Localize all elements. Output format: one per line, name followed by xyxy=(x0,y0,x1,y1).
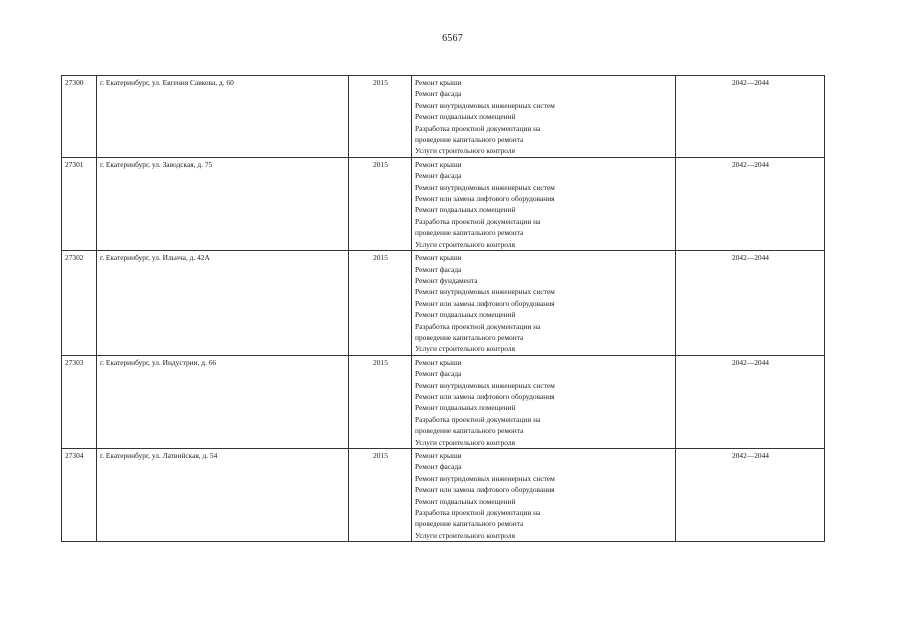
table-row xyxy=(62,355,825,448)
work-item: проведение капитального ремонта xyxy=(415,332,524,342)
work-item: Разработка проектной документации на xyxy=(415,414,541,424)
work-item: проведение капитального ремонта xyxy=(415,135,524,145)
work-item: Ремонт фасада xyxy=(415,171,462,181)
work-item: Ремонт подвальных помещений xyxy=(415,205,516,215)
work-item: Услуги строительного контроля xyxy=(415,344,515,354)
work-item: Ремонт внутридомовых инженерных систем xyxy=(415,182,555,192)
work-item: Ремонт подвальных помещений xyxy=(415,403,516,413)
address-cell: г. Екатеринбург, ул. Евгения Савкова, д. 60 xyxy=(97,76,349,158)
work-item: Ремонт или замена лифтового оборудования xyxy=(415,194,555,204)
work-item: Ремонт фасада xyxy=(415,462,462,472)
repair-schedule-table xyxy=(61,75,825,542)
year-cell: 2015 xyxy=(349,449,412,542)
work-item: Ремонт фасада xyxy=(415,264,462,274)
period-cell: 2042—2044 xyxy=(676,449,825,542)
year-cell: 2015 xyxy=(349,157,412,250)
work-item: Услуги строительного контроля xyxy=(415,239,515,249)
period-cell: 2042—2044 xyxy=(676,76,825,158)
work-item: Ремонт крыши xyxy=(415,253,462,263)
works-cell xyxy=(412,449,676,542)
row-number-cell: 27301 xyxy=(62,157,97,250)
address-cell: г. Екатеринбург, ул. Заводская, д. 75 xyxy=(97,157,349,250)
table-row xyxy=(62,157,825,250)
works-cell xyxy=(412,355,676,448)
address-cell: г. Екатеринбург, ул. Ильича, д. 42А xyxy=(97,251,349,356)
work-item: Ремонт крыши xyxy=(415,451,462,460)
work-item: Ремонт фасада xyxy=(415,89,462,99)
work-item: Ремонт крыши xyxy=(415,78,462,87)
work-item: проведение капитального ремонта xyxy=(415,228,524,238)
work-item: Ремонт подвальных помещений xyxy=(415,496,516,506)
table-row xyxy=(62,449,825,542)
row-number-cell: 27302 xyxy=(62,251,97,356)
work-item: Ремонт внутридомовых инженерных систем xyxy=(415,100,555,110)
work-item: Ремонт подвальных помещений xyxy=(415,112,516,122)
work-item: Ремонт фасада xyxy=(415,369,462,379)
work-item: Услуги строительного контроля xyxy=(415,146,515,156)
work-item: Услуги строительного контроля xyxy=(415,437,515,447)
work-item: Ремонт крыши xyxy=(415,159,462,169)
address-cell: г. Екатеринбург, ул. Латвийская, д. 54 xyxy=(97,449,349,542)
work-item: Услуги строительного контроля xyxy=(415,530,515,540)
work-item: Ремонт внутридомовых инженерных систем xyxy=(415,287,555,297)
work-item: Ремонт или замена лифтового оборудования xyxy=(415,391,555,401)
period-cell: 2042—2044 xyxy=(676,355,825,448)
work-item: проведение капитального ремонта xyxy=(415,519,524,529)
row-number-cell: 27303 xyxy=(62,355,97,448)
work-item: Ремонт фундамента xyxy=(415,275,478,285)
page-number: 6567 xyxy=(442,33,463,44)
period-cell: 2042—2044 xyxy=(676,157,825,250)
works-cell xyxy=(412,76,676,158)
work-item: Ремонт внутридомовых инженерных систем xyxy=(415,473,555,483)
work-item: Ремонт или замена лифтового оборудования xyxy=(415,298,555,308)
row-number-cell: 27304 xyxy=(62,449,97,542)
work-item: Ремонт внутридомовых инженерных систем xyxy=(415,380,555,390)
period-cell: 2042—2044 xyxy=(676,251,825,356)
address-cell: г. Екатеринбург, ул. Индустрии, д. 66 xyxy=(97,355,349,448)
year-cell: 2015 xyxy=(349,355,412,448)
work-item: Ремонт или замена лифтового оборудования xyxy=(415,485,555,495)
work-item: Разработка проектной документации на xyxy=(415,508,541,518)
table-body xyxy=(62,76,825,542)
works-cell xyxy=(412,251,676,356)
works-cell xyxy=(412,157,676,250)
year-cell: 2015 xyxy=(349,251,412,356)
row-number-cell: 27300 xyxy=(62,76,97,158)
year-cell: 2015 xyxy=(349,76,412,158)
work-item: Разработка проектной документации на xyxy=(415,321,541,331)
work-item: Разработка проектной документации на xyxy=(415,216,541,226)
work-item: Ремонт крыши xyxy=(415,357,462,367)
work-item: проведение капитального ремонта xyxy=(415,426,524,436)
table-row xyxy=(62,76,825,158)
work-item: Разработка проектной документации на xyxy=(415,123,541,133)
work-item: Ремонт подвальных помещений xyxy=(415,310,516,320)
table-row xyxy=(62,251,825,356)
